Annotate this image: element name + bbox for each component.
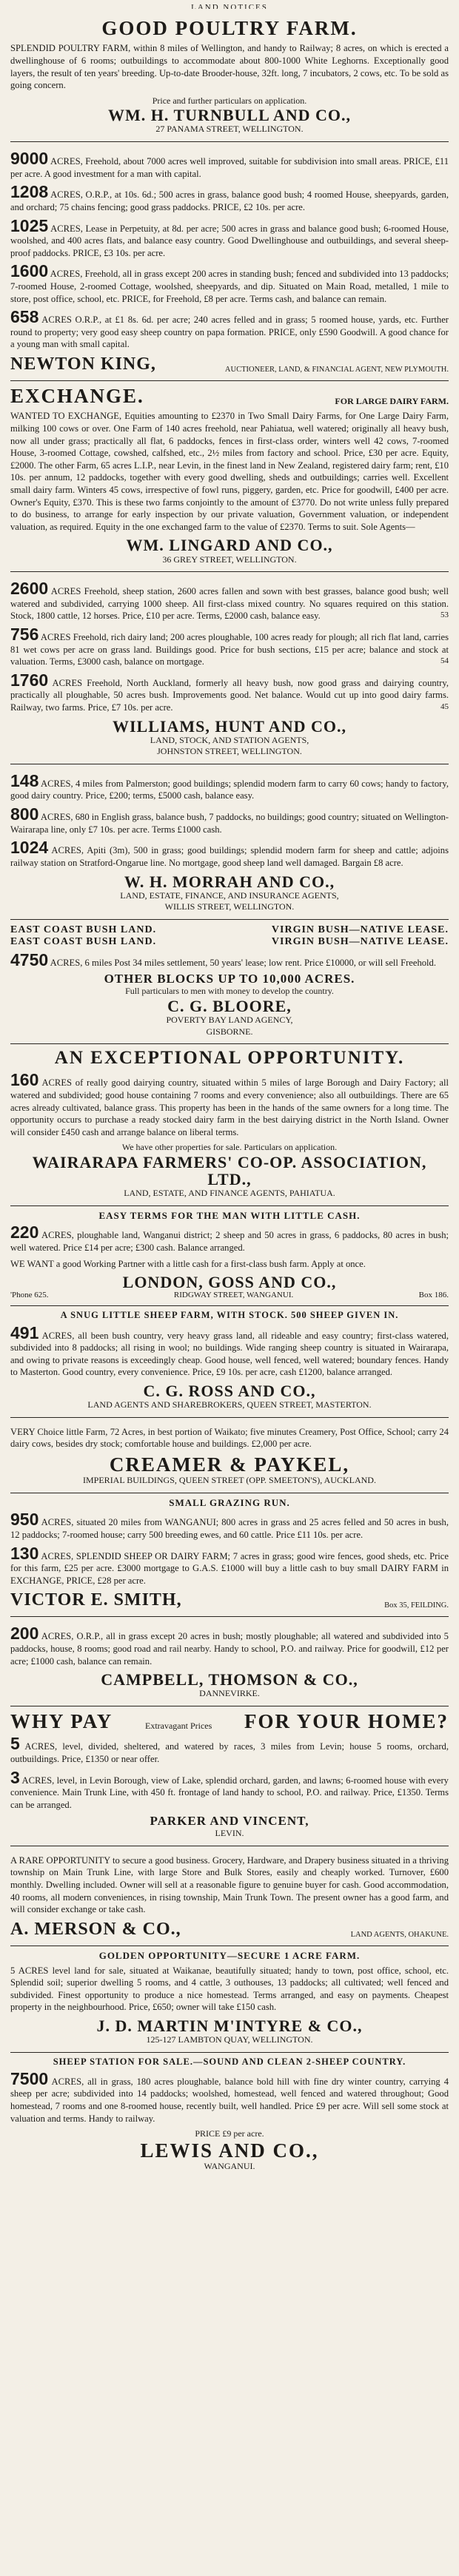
ad-header: [10, 1711, 449, 1732]
ad-title: WHY PAY: [10, 1709, 113, 1732]
ad-title: AN EXCEPTIONAL OPPORTUNITY.: [54, 1048, 405, 1069]
listing-acreage: 491: [10, 1322, 39, 1342]
listing: [10, 263, 449, 305]
listing: [10, 215, 449, 260]
listing: [10, 1224, 449, 1254]
ad-campbell-thomson: [10, 1617, 449, 1706]
listing: [10, 1072, 449, 1138]
listing-price: PRICE £9 per acre.: [195, 2128, 264, 2139]
ad-title-mid: Extravagant Prices: [144, 1720, 212, 1731]
listing-acreage: 200: [10, 1624, 39, 1644]
ad-why-pay: [10, 1706, 449, 1846]
listing: [10, 626, 449, 668]
listing-text: ACRES, level, in Levin Borough, view of Lake, splendid orchard, garden, and lawns; 6-roomed house with every convenience. Main Trunk Line, with 450 ft. frontage of land handy to school, P.O. and railway. Price, £1350. Terms can be arranged.: [10, 1775, 449, 1810]
banner-left: EAST COAST BUSH LAND.: [10, 924, 157, 935]
banner-left: EAST COAST BUSH LAND.: [10, 935, 157, 947]
ad-other-blocks: OTHER BLOCKS UP TO 10,000 ACRES.: [104, 972, 355, 986]
listing-text: ACRES O.R.P., at £1 8s. 6d. per acre; 240 acres felled and in grass; 5 roomed house, yards, etc. Further round to property; very good easy sheep country on papa formation. PRICE, only £590 Goodwill. A good chance for a young man with small capital.: [10, 315, 449, 350]
ad-body: VERY Choice little Farm, 72 Acres, in best portion of Waikato; five minutes Creamery, Post Office, School; carry 24 dairy cows, besides dry stock; comfortable house and buildings. £2,000 per acre.: [10, 1426, 449, 1450]
agent-role: LAND, ESTATE, FINANCE, AND INSURANCE AGENTS,: [120, 890, 339, 901]
listing-text: ACRES, Lease in Perpetuity, at 8d. per acre; 500 acres in grass and balance good bush; 6-roomed House, woolshed, and 400 acres flats, and balance easy country. Good Dwellinghouse and outbuildings, and several sheep-proof paddocks. PRICE, £3 10s. per acre.: [10, 223, 449, 258]
agent-name: A. MERSON & CO.,: [10, 1919, 181, 1939]
ad-banner: [10, 936, 449, 948]
listing-acreage: 4750: [10, 949, 49, 969]
listing: [10, 2068, 449, 2125]
listing-acreage: 1760: [10, 670, 49, 690]
listing: [10, 1322, 449, 1379]
ad-body: 5 ACRES level land for sale, situated at Waikanae, beautifully situated; handy to town, post office, school, etc. Splendid soil; superior dwelling 5 rooms, and 4 cattle, 3 outhouses, 13 paddocks; all cultivated; well fenced and subdivided. Finest opportunity to produce a nice homestead. Terms arranged, and easy on payments. Cheapest property in the neighbourhood. Price, £650; owner will take £150 cash.: [10, 1965, 449, 2013]
agent-role: POVERTY BAY LAND AGENCY,: [166, 1014, 293, 1025]
agent-place: GISBORNE.: [206, 1026, 253, 1037]
listing-text: ACRES, situated 20 miles from WANGANUI; 800 acres in grass and 25 acres felled and 50 acres in bush, 12 paddocks; 7-roomed house; carry 500 breeding ewes, and 60 cattle. Price £11 10s. per acre.: [10, 1517, 449, 1541]
ad-title: EXCHANGE.: [10, 384, 144, 407]
ad-banner: SHEEP STATION FOR SALE.—SOUND AND CLEAN 2-SHEEP COUNTRY.: [53, 2056, 406, 2067]
listing-text: ACRES Freehold, rich dairy land; 200 acres ploughable, 100 acres ready for plough; all rich flat land, carries 81 wet cows per acre on grass land. Buildings good. Price for bush sections, £15 per acre; balance and stock at valuation. Terms, £3000 cash, balance on mortgage.: [10, 631, 449, 667]
ad-note: Full particulars to men with money to develop the country.: [125, 986, 334, 997]
listing: [10, 580, 449, 622]
ad-merson: [10, 1846, 449, 1946]
agent-name: W. H. MORRAH AND CO.,: [124, 872, 335, 891]
listing: [10, 1625, 449, 1667]
ad-banner: SMALL GRAZING RUN.: [169, 1496, 290, 1508]
listing-ref: 54: [440, 656, 449, 666]
listing: [10, 1511, 449, 1541]
ad-note: We have other properties for sale. Particulars on application.: [121, 1142, 338, 1153]
listing-acreage: 800: [10, 804, 39, 824]
listing: [10, 150, 449, 180]
listing-acreage: 130: [10, 1543, 39, 1563]
agent-phone: 'Phone 625.: [10, 1291, 49, 1300]
ad-banner: EASY TERMS FOR THE MAN WITH LITTLE CASH.: [98, 1209, 361, 1221]
ad-morrah: [10, 764, 449, 920]
listing: [10, 1735, 449, 1765]
agent-address: WILLIS STREET, WELLINGTON.: [164, 901, 295, 912]
ad-header: [10, 386, 449, 406]
listing-acreage: 1024: [10, 838, 49, 858]
ad-ross: [10, 1306, 449, 1417]
agent-place: WANGANUI.: [204, 2161, 255, 2172]
agent-address: 125-127 LAMBTON QUAY, WELLINGTON.: [146, 2034, 313, 2045]
ad-banner: A SNUG LITTLE SHEEP FARM, WITH STOCK. 500 SHEEP GIVEN IN.: [60, 1310, 399, 1321]
listing: [10, 672, 449, 714]
listing-text: ACRES Freehold, North Auckland, formerly all heavy bush, now good grass and dairying country, practically all ploughable, 50 acres bush. Improvements good. Net balance. Would cut up into good dairy farms. Railway, two farms. Price, £7 10s. per acre.: [10, 677, 449, 713]
agent-name: WM. H. TURNBULL AND CO.,: [108, 106, 351, 125]
agent-name: LONDON, GOSS AND CO.,: [122, 1273, 337, 1292]
agent-name: NEWTON KING,: [10, 354, 156, 374]
agent-place: DANNEVIRKE.: [199, 1688, 260, 1699]
listing-text: ACRES, all been bush country, very heavy grass land, all rideable and easy country; first-class watered, subdivided into 8 paddocks; all rising in wool; no buildings. Wide ranging sheep country is situated in Wairarapa, and owing to private reasons is exceedingly cheap. Good house, well fenced, well watered; boundary fences. Handy to Masterton. Good country, every convenience. Price, £9 10s. per acre, cash £1200, balance arranged.: [10, 1330, 449, 1378]
agent-role: LAND, ESTATE, AND FINANCE AGENTS, PAHIATUA.: [124, 1188, 335, 1199]
listing-acreage: 950: [10, 1510, 39, 1530]
agent-name: C. G. ROSS AND CO.,: [143, 1381, 316, 1400]
ad-mcintyre: [10, 1946, 449, 2053]
ad-williams-hunt: [10, 572, 449, 764]
listing-text: ACRES, Apiti (3m), 500 in grass; good buildings; splendid modern farm for sheep and cattle; adjoins railway station on Stratford-Ongarue line. No mortgage, good sheep land well damaged. Bargain £8 acre.: [10, 845, 449, 868]
agent-name: J. D. MARTIN M'INTYRE & CO.,: [96, 2016, 363, 2035]
listing-acreage: 1208: [10, 182, 49, 202]
agent-name: C. G. BLOORE,: [167, 996, 292, 1015]
ad-wanted: WE WANT a good Working Partner with a little cash for a first-class bush farm. Apply at once.: [10, 1258, 366, 1269]
banner-right: VIRGIN BUSH—NATIVE LEASE.: [271, 924, 449, 935]
listing-acreage: 658: [10, 307, 39, 327]
ad-poultry-farm: [10, 13, 449, 142]
listing-text: ACRES Freehold, sheep station, 2600 acres fallen and sown with best grasses, balance good bush; well watered and subdivided, carrying 1000 sheep. All first-class mixed country. No squares required on this station. Stock, 1800 cattle, 12 horses. Price, £10 per acre. Terms, £2000 cash, balance easy.: [10, 586, 449, 622]
agent-address: 36 GREY STREET, WELLINGTON.: [162, 554, 297, 565]
listing-acreage: 220: [10, 1223, 39, 1242]
agent-signature: [10, 1590, 449, 1610]
ad-lewis: [10, 2053, 449, 2179]
listing-text: ACRES, O.R.P., all in grass except 20 acres in bush; mostly ploughable; all watered and subdivided into 5 paddocks, house, 8 rooms; good road and rail nearby. Handy to school, P.O. and railway. Price for goodwill, £12 per acre; £1000 cash, balance can remain.: [10, 1631, 449, 1667]
ad-title-2: FOR YOUR HOME?: [244, 1709, 449, 1732]
agent-role: LAND AGENTS AND SHAREBROKERS, QUEEN STREET, MASTERTON.: [87, 1399, 372, 1410]
ad-body: WANTED TO EXCHANGE, Equities amounting to £2370 in Two Small Dairy Farms, for One Large Dairy Farm, milking 100 cows or over. One Farm of 140 acres freehold, near Pahiatua, well watered; originally all heavy bush, now all under grass; practically all flat, 6 paddocks, fences in first-class order, winters well 42 cows, 7-roomed House, 3-roomed Cottage, cowshed, calfshed, etc., 2½ miles from factory and school. Price, £30 per acre. Equity, £2000. The other Farm, 65 acres L.I.P., near Levin, in the finest land in New Zealand, registered dairy farm; rent, £10 10s. per annum, 12 paddocks, together with every good dwelling, sheds and outbuildings; carries well. Excellent small dairy farm. Winters 45 cows, irrespective of fowl runs, piggery, garden, etc. Price for goodwill, £400 per acre. Owner's Equity, £370. This is these two farms conjointly to the amount of £3770. Do not write unless fully prepared to do business, to arrange for early inspection by our private valuation, Government valuation, or independent valuation, as required. Equity in the one exchanged farm to the value of £2370. Terms to suit. Sole Agents—: [10, 411, 449, 532]
listing: [10, 184, 449, 213]
agent-name: LEWIS AND CO.,: [140, 2139, 319, 2162]
ad-victor-smith: [10, 1493, 449, 1618]
agent-address: JOHNSTON STREET, WELLINGTON.: [157, 746, 302, 757]
listing: [10, 309, 449, 351]
ad-east-coast: [10, 920, 449, 1044]
listing-text: ACRES of really good dairying country, situated within 5 miles of large Borough and Dairy Factory; all watered and subdivided; good house containing 7 rooms and every convenience; also all outbuildings. There are 65 acres already cultivated, balance grass. This property has been in the hands of the same owners for a long time. The opportunity occurs to purchase a ready stocked dairy farm in the best dairying district in the North Island. Owner will consider £450 cash and arrange balance on liberal terms.: [10, 1077, 449, 1137]
listing-text: ACRES, 4 miles from Palmerston; good buildings; splendid modern farm to carry 60 cows; handy to factory, good dairy country. Price, £200; terms, £5000 cash, balance easy.: [10, 778, 449, 801]
listing-acreage: 7500: [10, 2068, 49, 2088]
masthead: LAND NOTICES: [191, 3, 268, 9]
ad-london-goss: [10, 1206, 449, 1307]
ad-body: SPLENDID POULTRY FARM, within 8 miles of Wellington, and handy to Railway; 8 acres, on which is erected a dwellinghouse of 6 rooms; outbuildings to accommodate about 800-1000 White Leghorns. Exceptionally good layers, the result of ten years' breeding. Up-to-date Brooder-house, 32ft. long, 7 incubators, 2 cows, etc. To be sold as going concern.: [10, 43, 449, 91]
ad-title: GOOD POULTRY FARM.: [101, 17, 358, 39]
agent-box: Box 186.: [418, 1291, 449, 1300]
agent-role: LAND, STOCK, AND STATION AGENTS,: [150, 734, 309, 745]
ad-note: Price and further particulars on application.: [152, 95, 307, 106]
listing-text: ACRES, Freehold, about 7000 acres well improved, suitable for subdivision into small areas. PRICE, £11 per acre. A good investment for a man with capital.: [10, 156, 449, 179]
agent-name: PARKER AND VINCENT,: [150, 1814, 309, 1829]
listing: [10, 770, 449, 802]
listing-acreage: 1025: [10, 215, 49, 235]
listing: [10, 806, 449, 835]
listing-acreage: 160: [10, 1070, 39, 1090]
listing-acreage: 9000: [10, 149, 49, 169]
listing-acreage: 756: [10, 624, 39, 644]
agent-address: IMPERIAL BUILDINGS, QUEEN STREET (OPP. SMEETON'S), AUCKLAND.: [83, 1475, 376, 1486]
listing-text: ACRES, all in grass, 180 acres ploughable, balance bold hill with fine dry winter country, carrying 4 sheep per acre; subdivided into 14 paddocks; woolshed, homestead, well fenced and watered throughout; Good homestead, 7 rooms and one 8-roomed house, recently built, well handled. Price £9 per acre. Will sell some stock at valuation and terms. Handy to railway.: [10, 2076, 449, 2124]
listing-acreage: 3: [10, 1767, 20, 1787]
agent-name: WILLIAMS, HUNT AND CO.,: [113, 716, 346, 736]
listing-text: ACRES, level, divided, sheltered, and watered by races, 3 miles from Levin; house 5 rooms, orchard, outbuildings. Price, £1350 or near offer.: [10, 1741, 449, 1764]
agent-signature: [10, 1920, 449, 1940]
listing-acreage: 148: [10, 770, 39, 790]
agent-name: WM. LINGARD AND CO.,: [126, 536, 333, 555]
ad-exchange: [10, 381, 449, 572]
ad-body: A RARE OPPORTUNITY to secure a good business. Grocery, Hardware, and Drapery business situated in a thriving township on Main Trunk Line, with large Store and Bulk Stores, easily and cheaply worked. Turnover, £600 monthly. Dwelling included. Owner will sell at a reasonable figure to genuine buyer for cash. Good accommodation, 40 rooms, all modern conveniences, in rising township, Main Trunk Town. The present owner has a good farm, and will consider exchange or take cash.: [10, 1854, 449, 1915]
agent-contact: [10, 1291, 449, 1299]
listing-ref: 53: [440, 611, 449, 620]
ad-banner: GOLDEN OPPORTUNITY—SECURE 1 ACRE FARM.: [98, 1949, 361, 1961]
ad-creamer-paykel: [10, 1418, 449, 1493]
agent-address: RIDGWAY STREET, WANGANUI.: [173, 1291, 294, 1300]
agent-role: AUCTIONEER, LAND, & FINANCIAL AGENT, NEW PLYMOUTH.: [224, 365, 449, 374]
banner-right: VIRGIN BUSH—NATIVE LEASE.: [271, 935, 449, 947]
ad-banner: [10, 924, 449, 936]
agent-place: LEVIN.: [215, 1828, 244, 1839]
agent-address: 27 PANAMA STREET, WELLINGTON.: [155, 124, 304, 135]
ad-turnbull-listings: [10, 142, 449, 381]
agent-name: VICTOR E. SMITH,: [10, 1590, 182, 1610]
listing: [10, 839, 449, 869]
listing-text: ACRES, 6 miles Post 34 miles settlement, 50 years' lease; low rent. Price £10000, or will sell Freehold.: [50, 957, 436, 968]
listing: [10, 949, 449, 969]
listing-text: ACRES, 680 in English grass, balance bush, 7 paddocks, no buildings; good country; situated on Wellington-Wairarapa line, only £7 10s. per acre. Terms £1000 cash.: [10, 812, 449, 835]
listing-acreage: 1600: [10, 261, 49, 281]
listing-acreage: 5: [10, 1734, 20, 1754]
listing-acreage: 2600: [10, 579, 49, 599]
agent-name: WAIRARAPA FARMERS' CO-OP. ASSOCIATION, LTD.,: [32, 1153, 427, 1189]
agent-name: CREAMER & PAYKEL,: [109, 1453, 350, 1476]
listing-text: ACRES, ploughable land, Wanganui district; 2 sheep and 50 acres in grass, 6 paddocks, 80 acres in bush; well watered. Price £14 per acre; £300 cash. Balance arranged.: [10, 1230, 449, 1254]
agent-role: LAND AGENTS, OHAKUNE.: [350, 1930, 449, 1939]
ad-tag: FOR LARGE DAIRY FARM.: [335, 395, 449, 406]
listing: [10, 1545, 449, 1587]
listing-text: ACRES, SPLENDID SHEEP OR DAIRY FARM; 7 acres in grass; good wire fences, good sheds, etc. Price for this farm, £25 per acre. £3000 mortgage to G.A.S. £1000 will buy a little cash to buy small DAIRY FARM in EXCHANGE, PRICE, £28 per acre.: [10, 1550, 449, 1586]
listing-text: ACRES, Freehold, all in grass except 200 acres in standing bush; fenced and subdivided into 13 paddocks; 7-roomed House, 2-roomed Cottage, woolshed, sheepyards, and dip. Situated on Main Road, metalled, 1 mile to store, post office, school, etc. PRICE, for Freehold, £8 per acre. Terms cash, and balance can remain.: [10, 269, 449, 304]
agent-box: Box 35, FEILDING.: [384, 1601, 449, 1610]
agent-signature: [10, 354, 449, 374]
ad-exceptional-opportunity: [10, 1044, 449, 1206]
agent-name: CAMPBELL, THOMSON & CO.,: [101, 1670, 358, 1689]
listing: [10, 1769, 449, 1812]
listing-text: ACRES, O.R.P., at 10s. 6d.; 500 acres in grass, balance good bush; 4 roomed House, sheepyards, garden, and orchard; 75 chains fencing; good grass paddocks. PRICE, £2 10s. per acre.: [10, 189, 449, 212]
listing-ref: 45: [440, 702, 449, 711]
